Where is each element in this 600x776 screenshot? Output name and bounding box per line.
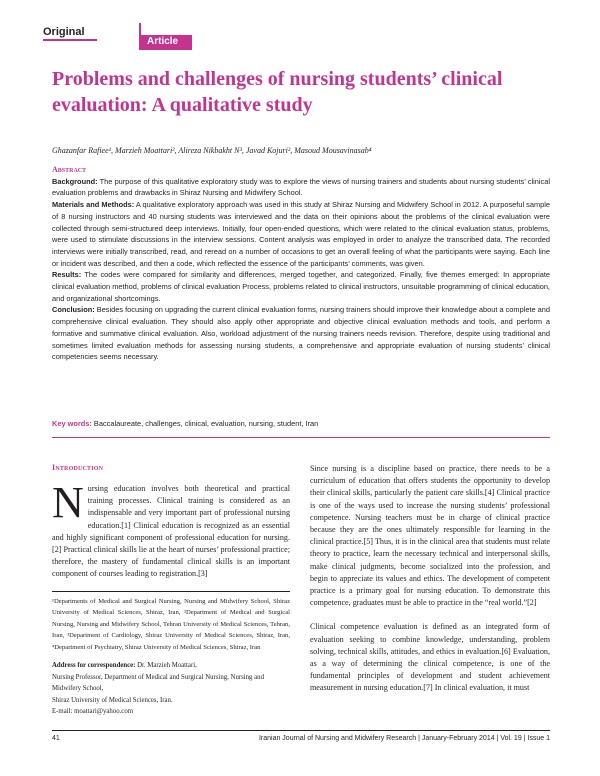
results-label: Results: [52, 270, 82, 280]
abstract-heading: Abstract [52, 165, 87, 174]
methods-label: Materials and Methods: [52, 200, 135, 210]
abstract-conclusion [52, 304, 550, 363]
keywords-text: Baccalaureate, challenges, clinical, evaluation, nursing, student, Iran [91, 419, 319, 428]
conclusion-text: Besides focusing on upgrading the current clinical evaluation forms, nursing trainers should improve their knowledge about a complete and comprehensive clinical evaluation. They should also apply other appropriate and objective clinical evaluation methods and tools, and perform a formative and summative clinical evaluation. Also, workload adjustment of the nursing trainers needs revision. Therefore, despite using traditional and sometimes limited evaluation methods for assessing nursing students, a comprehensive and appropriate evaluation of nursing students’ clinical competencies seems necessary. [52, 305, 550, 362]
abstract-results [52, 269, 550, 304]
background-text: The purpose of this qualitative exploratory study was to explore the views of nursing trainers and students about nursing students’ clinical evaluation problems and drawbacks in Shiraz Nursing and Midwifery School. [52, 176, 550, 198]
intro-text: ursing education involves both theoretical and practical training processes. Clinical training is considered as an indispensable and very important part of professional nursing education.[1] Clinical education is recognized as an essential and highly significant component of professional education for nursing.[2] Practical clinical skills lie at the heart of nurses’ professional practice; therefore, the mastery of fundamental clinical skills is an important component of courses leading to registration.[3] [52, 484, 290, 579]
left-column [52, 463, 290, 581]
drop-cap: N [52, 478, 84, 527]
keywords [52, 419, 318, 428]
article-type-article: Article [139, 35, 192, 50]
correspondence-name: Dr. Marzieh Moattari, [135, 662, 197, 669]
abstract-divider [52, 437, 550, 438]
tag-underline [43, 39, 97, 41]
abstract [52, 164, 550, 363]
results-text: The codes were compared for similarity and differences, merged together, and categorized. Finally, five themes emerged: In appropriate clinical evaluation method, problems of clinical evaluation Process, problems related to clinical instructors, unsuitable programming of clinical education, and organizational shortcomings. [52, 270, 550, 303]
correspondence-email: E-mail: moattari@yahoo.com [52, 708, 134, 716]
article-type-original: Original [43, 26, 85, 38]
keywords-label: Key words: [52, 419, 92, 428]
correspondence-line1: Nursing Professor, Department of Medical and Surgical Nursing, Nursing and Midwifery School, [52, 673, 264, 693]
page-number: 41 [52, 735, 60, 742]
correspondence-line2: Shiraz University of Medical Sciences, Iran. [52, 696, 173, 704]
author-list: Ghazanfar Rafiee¹, Marzieh Moattari², Alireza Nikbakht N³, Javad Kojuri², Masoud Mousavinasab⁴ [52, 146, 372, 155]
right-column [310, 463, 550, 695]
conclusion-label: Conclusion: [52, 305, 95, 315]
col2-paragraph-2: Clinical competence evaluation is defined as an integrated form of evaluation seeking to combine knowledge, understanding, problem solving, technical skills, attitudes, and ethics in evaluation.[6] Evaluation, as a way of determining the clinical competence, is one of the fundamental principles of development and student achievement measurement in nursing education.[7] In clinical evaluation, it must [310, 622, 550, 693]
article-type-tag [43, 23, 179, 50]
journal-citation: Iranian Journal of Nursing and Midwifery Research | January-February 2014 | Vol. 19 | Issue 1 [258, 735, 550, 742]
correspondence [52, 660, 290, 718]
footnote-divider [52, 591, 290, 592]
footer-divider [52, 730, 550, 731]
intro-paragraph [52, 478, 290, 581]
background-label: Background: [52, 176, 98, 186]
affiliations-footnote: ¹Departments of Medical and Surgical Nursing, Nursing and Midwifery School, Shiraz University of Medical Sciences, Shiraz, Iran, ²Department of Medical and Surgical Nursing, Nursing and Midwifery School, Tehran University of Medical Sciences, Tehran, Iran, ³Department of Cardiology, Shiraz University of Medical Sciences, Shiraz, Iran, ⁴Department of Psychiatry, Shiraz University of Medical Sciences, Shiraz, Iran [52, 598, 290, 651]
abstract-methods [52, 199, 550, 269]
correspondence-label: Address for correspondence: [52, 662, 136, 669]
paper-title: Problems and challenges of nursing students’ clinical evaluation: A qualitative study [52, 68, 503, 116]
col2-paragraph-1: Since nursing is a discipline based on practice, there needs to be a curriculum of education that offers students the opportunity to develop their clinical skills, particularly the patient care skills.[4] Clinical practice is one of the ways used to increase the nursing students’ professional competence. Nursing teachers must be in charge of clinical practice because they are the ones ultimately responsible for learning in the clinical practice.[5] Thus, it is in the clinical area that students must relate theory to practice, learn the necessary technical and interpersonal skills, make clinical judgments, become socialized into the profession, and begin to appreciate its values and ethics. The development of competent practice is a primary goal for nursing education. To demonstrate this competence, graduates must be able to practice in the “real world.”[2] [310, 464, 550, 608]
introduction-heading: Introduction [52, 463, 104, 472]
methods-text: A qualitative exploratory approach was used in this study at Shiraz Nursing and Midwifery School in 2012. A purposeful sample of 8 nursing instructors and 40 nursing students was interviewed and the data on their opinions about the problems of the clinical evaluation were collected through semi-structured deep interviews. Initially, four open-ended questions, which were related to the clinical evaluation status, problems, were used to stimulate discussions in the interview sessions. Content analysis was employed in order to analyze the transcribed data. The recorded interviews were initially transcribed, read, and reread on a number of occasions to get an overall feeling of what the participants were saying. Each line or incident was described, and then a code, which reflected the essence of the participants’ comments, was given. [52, 200, 550, 268]
abstract-background [52, 176, 550, 199]
